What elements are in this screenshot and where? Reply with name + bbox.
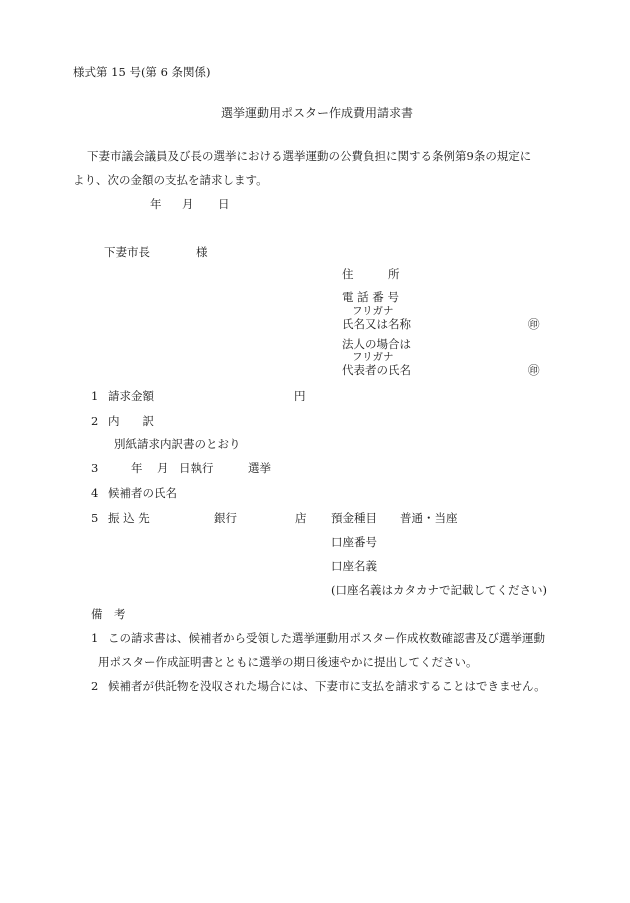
item-3-day: 日執行: [179, 461, 214, 475]
remark-1-line-1: この請求書は、候補者から受領した選挙運動用ポスター作成枚数確認書及び選挙運動: [108, 631, 545, 645]
claimant-furigana-2: フリガナ: [352, 351, 394, 363]
item-4-label: 候補者の氏名: [108, 486, 177, 500]
document-title: 選挙運動用ポスター作成費用請求書: [221, 106, 414, 120]
claimant-phone-label: 電 話 番 号: [342, 290, 399, 304]
item-5-bank: 銀行: [214, 511, 237, 525]
addressee-name: 下妻市長: [104, 245, 150, 259]
remark-1-line-2: 用ポスター作成証明書とともに選挙の期日後速やかに提出してください。: [98, 655, 478, 669]
item-5-deposit-types: 普通・当座: [400, 511, 458, 525]
item-3-year: 年: [131, 461, 143, 475]
item-5-account-number: 口座番号: [331, 535, 377, 549]
item-1-label: 請求金額: [108, 389, 154, 403]
seal-mark-2: ㊞: [528, 363, 540, 377]
item-1-unit: 円: [294, 389, 306, 403]
item-2-label: 内 訳: [108, 414, 154, 428]
item-1-number: 1: [91, 389, 99, 403]
date-year: 年: [150, 197, 162, 211]
item-2-detail: 別紙請求内訳書のとおり: [114, 437, 241, 451]
claimant-rep-label: 代表者の氏名: [342, 363, 411, 377]
claimant-corp-label: 法人の場合は: [342, 337, 411, 351]
remark-2-line-1: 候補者が供託物を没収された場合には、下妻市に支払を請求することはできません。: [108, 679, 546, 693]
date-day: 日: [218, 197, 230, 211]
item-5-deposit-label: 預金種目: [331, 511, 377, 525]
remark-1-number: 1: [91, 631, 99, 645]
claimant-name-label: 氏名又は名称: [342, 317, 411, 331]
item-2-number: 2: [91, 414, 99, 428]
date-month: 月: [182, 197, 194, 211]
remarks-heading: 備 考: [91, 607, 126, 621]
item-5-branch: 店: [295, 511, 307, 525]
item-5-number: 5: [91, 511, 99, 525]
item-3-election: 選挙: [248, 461, 271, 475]
intro-line-2: より、次の金額の支払を請求します。: [73, 173, 268, 187]
item-3-number: 3: [91, 461, 99, 475]
item-5-note: (口座名義はカタカナで記載してください): [331, 583, 547, 597]
item-5-label: 振 込 先: [108, 511, 150, 525]
remark-2-number: 2: [91, 679, 99, 693]
form-number: 様式第 15 号(第 6 条関係): [73, 65, 211, 79]
addressee-honorific: 様: [196, 245, 208, 259]
claimant-furigana-1: フリガナ: [352, 305, 394, 317]
intro-line-1: 下妻市議会議員及び長の選挙における選挙運動の公費負担に関する条例第9条の規定に: [87, 149, 532, 163]
seal-mark-1: ㊞: [528, 317, 540, 331]
claimant-address-label: 住 所: [342, 267, 400, 281]
item-4-number: 4: [91, 486, 99, 500]
item-3-month: 月: [157, 461, 169, 475]
item-5-account-name: 口座名義: [331, 559, 377, 573]
